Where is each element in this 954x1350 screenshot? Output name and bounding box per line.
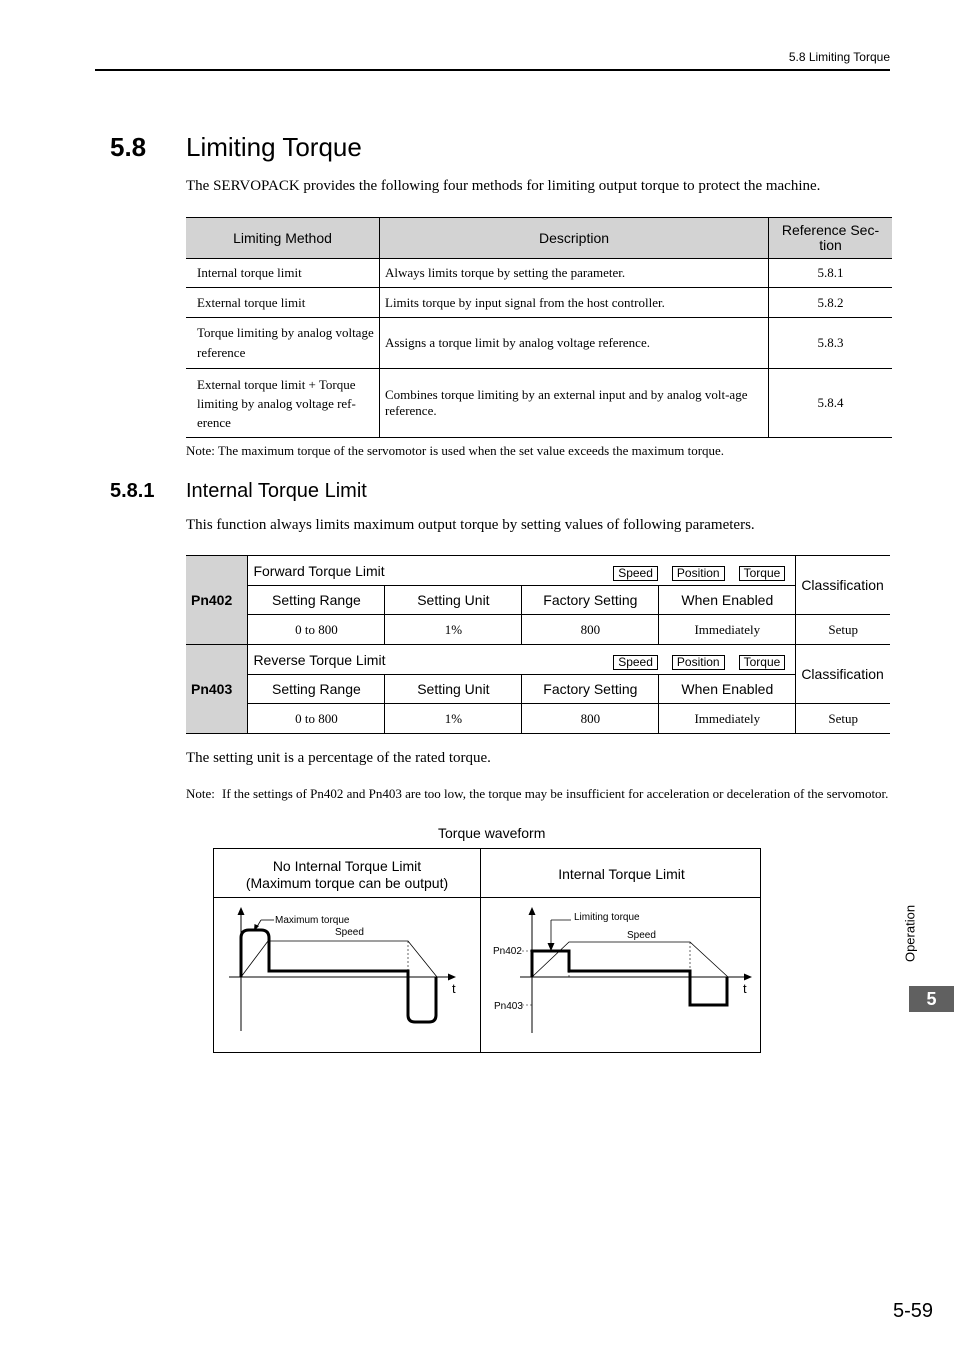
method-cell: External torque limit + Torque limiting by analog voltage ref-erence — [186, 369, 380, 438]
methods-note: Note: The maximum torque of the servomotor is used when the set value exceeds the maximum torque. — [186, 443, 725, 458]
waveform-diagram — [214, 898, 760, 1053]
table-row — [186, 288, 892, 318]
col-setting-unit: Setting Unit — [385, 586, 522, 615]
value-setting-range: 0 to 800 — [248, 615, 385, 645]
subsection-intro: This function always limits maximum output torque by setting values of following parameters. — [186, 517, 755, 533]
method-cell: Internal torque limit — [186, 259, 380, 288]
right-speed-label: Speed — [627, 930, 656, 941]
col-header-method: Limiting Method — [186, 218, 380, 259]
waveform-title: Torque waveform — [438, 825, 546, 841]
mode-speed-tag: Speed — [613, 655, 658, 670]
mode-position-tag: Position — [672, 566, 725, 581]
description-cell: Assigns a torque limit by analog voltage reference. — [380, 318, 769, 369]
right-panel-header: Internal Torque Limit — [558, 866, 685, 882]
table-row — [186, 259, 892, 288]
unit-description: The setting unit is a percentage of the rated torque. — [186, 750, 491, 766]
limiting-methods-table — [186, 217, 892, 438]
control-mode-tags — [599, 564, 785, 581]
value-setting-range: 0 to 800 — [248, 704, 385, 734]
col-setting-range: Setting Range — [248, 586, 385, 615]
section-intro: The SERVOPACK provides the following four methods for limiting output torque to protect the machine. — [186, 178, 821, 194]
table-row — [186, 318, 892, 369]
section-number: 5.8 — [110, 132, 147, 162]
table-row — [186, 369, 892, 438]
description-cell: Combines torque limiting by an external input and by analog volt-age reference. — [380, 369, 769, 438]
param-number: Pn403 — [186, 645, 248, 734]
note-label: Note: — [186, 786, 215, 801]
left-waveform — [229, 907, 456, 1031]
col-header-description: Description — [380, 218, 769, 259]
page-number: 5-59 — [893, 1300, 934, 1322]
col-setting-range: Setting Range — [248, 675, 385, 704]
control-mode-tags — [599, 653, 785, 670]
mode-torque-tag: Torque — [739, 655, 786, 670]
param-name: Forward Torque Limit — [253, 562, 385, 579]
subsection-number: 5.8.1 — [110, 480, 155, 502]
col-setting-unit: Setting Unit — [385, 675, 522, 704]
pn402-label: Pn402 — [493, 946, 522, 957]
value-classification: Setup — [796, 704, 890, 734]
max-torque-label: Maximum torque — [275, 915, 350, 926]
reference-cell: 5.8.1 — [769, 259, 893, 288]
section-title: Limiting Torque — [186, 132, 362, 162]
col-factory-setting: Factory Setting — [522, 675, 659, 704]
pn403-label: Pn403 — [494, 1001, 523, 1012]
mode-torque-tag: Torque — [739, 566, 786, 581]
chapter-tab: 5 — [909, 986, 954, 1012]
value-setting-unit: 1% — [385, 615, 522, 645]
param-name-row — [248, 556, 796, 586]
param-name: Reverse Torque Limit — [253, 651, 386, 668]
param-name-row — [248, 645, 796, 675]
value-factory-setting: 800 — [522, 615, 659, 645]
value-when-enabled: Immediately — [659, 704, 796, 734]
param-number: Pn402 — [186, 556, 248, 645]
col-factory-setting: Factory Setting — [522, 586, 659, 615]
limiting-torque-label: Limiting torque — [574, 912, 640, 923]
value-factory-setting: 800 — [522, 704, 659, 734]
description-cell: Limits torque by input signal from the host controller. — [380, 288, 769, 318]
reference-cell: 5.8.2 — [769, 288, 893, 318]
side-section-label: Operation — [902, 904, 918, 963]
description-cell: Always limits torque by setting the parameter. — [380, 259, 769, 288]
value-classification: Setup — [796, 615, 890, 645]
reference-cell: 5.8.3 — [769, 318, 893, 369]
classification-label: Classification — [796, 556, 890, 615]
mode-position-tag: Position — [672, 655, 725, 670]
left-panel-header: No Internal Torque Limit (Maximum torque can be output) — [245, 858, 449, 891]
left-time-label: t — [452, 981, 456, 996]
value-when-enabled: Immediately — [659, 615, 796, 645]
torque-waveform-figure — [213, 848, 761, 1053]
running-header: 5.8 Limiting Torque — [788, 50, 890, 64]
param-table-pn402 — [186, 555, 890, 645]
col-when-enabled: When Enabled — [659, 586, 796, 615]
col-header-reference: Reference Sec- tion — [769, 218, 893, 259]
mode-speed-tag: Speed — [613, 566, 658, 581]
param-table-pn403 — [186, 644, 890, 734]
reference-cell: 5.8.4 — [769, 369, 893, 438]
col-when-enabled: When Enabled — [659, 675, 796, 704]
subsection-title: Internal Torque Limit — [186, 480, 367, 502]
left-speed-label: Speed — [335, 927, 364, 938]
method-cell: Torque limiting by analog voltage reference — [186, 318, 380, 369]
note-text: If the settings of Pn402 and Pn403 are too low, the torque may be insufficient for acceleration or deceleration of the servomotor. — [222, 786, 889, 801]
value-setting-unit: 1% — [385, 704, 522, 734]
header-rule — [95, 69, 890, 71]
right-time-label: t — [743, 981, 747, 996]
method-cell: External torque limit — [186, 288, 380, 318]
classification-label: Classification — [796, 645, 890, 704]
right-waveform — [493, 907, 752, 1033]
